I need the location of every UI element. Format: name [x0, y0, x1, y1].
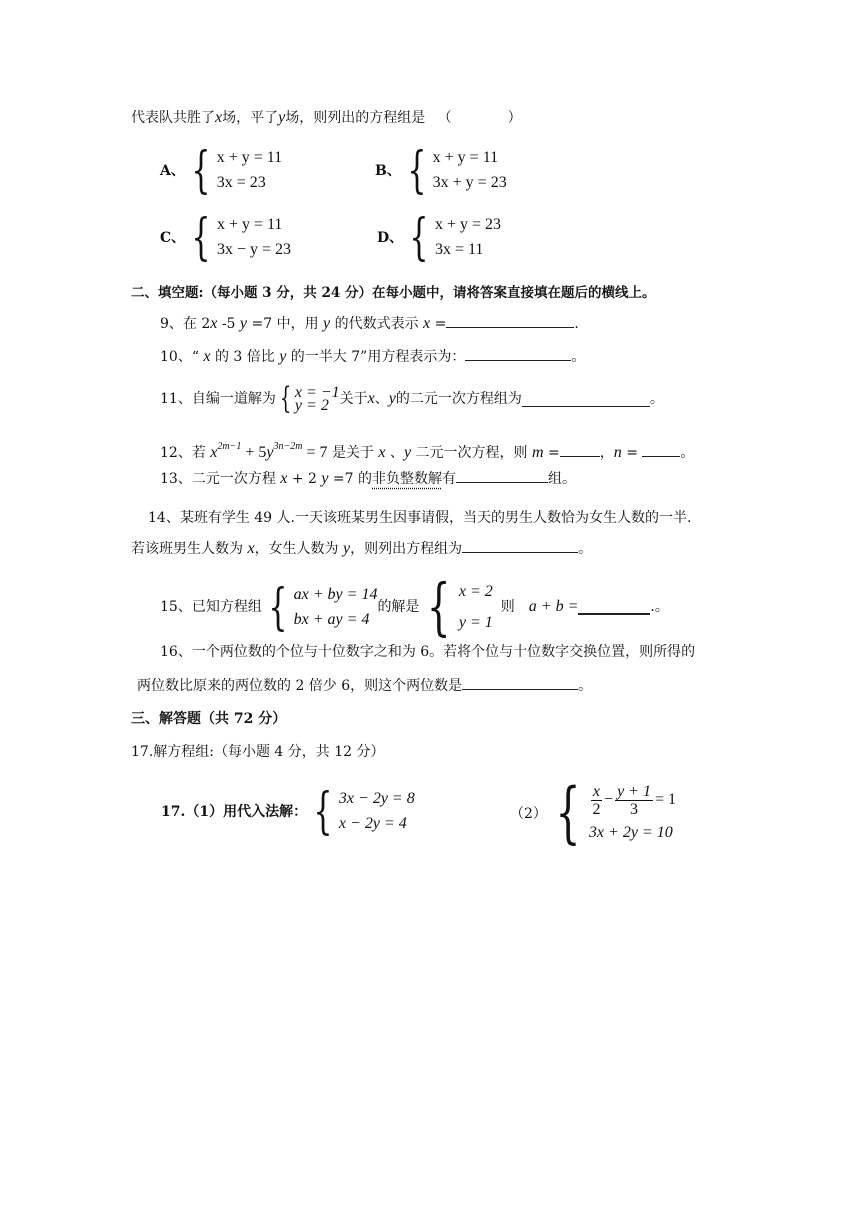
exponent: 2m−1	[217, 441, 242, 452]
q12-text: + 5	[241, 444, 267, 461]
equation-system	[185, 141, 283, 199]
brace-icon: {	[279, 381, 292, 416]
var-x: x	[215, 109, 223, 126]
q16-line1: 16、一个两位数的个位与十位数字之和为 6。若将个位与十位数字交换位置，则所得的	[160, 644, 696, 660]
equation: 3x = 23	[216, 174, 266, 191]
q10-text: 10、“	[160, 349, 204, 365]
equation: x = 2	[458, 583, 493, 600]
equation-system	[262, 578, 378, 636]
q10-text: 的一半大 7”用方程表示为：	[286, 349, 466, 365]
solution-system	[419, 570, 493, 643]
equation: x + y = 11	[216, 149, 283, 166]
var-x: x	[280, 470, 288, 487]
q16-text: 两位数比原来的两位数的 2 倍少 6，则这个两位数是	[137, 678, 463, 694]
var-y: y	[323, 315, 331, 332]
q11	[160, 381, 664, 416]
var-n: n	[613, 444, 622, 461]
equation-system	[547, 774, 676, 851]
q11-text: 。	[649, 391, 664, 407]
q12	[160, 437, 694, 463]
part-label: （2）	[510, 806, 547, 822]
q8-text: 场，平了	[222, 110, 279, 126]
q12-text: 12、若	[160, 445, 211, 461]
q11-text: 的二元一次方程组为	[395, 391, 522, 407]
answer-blank[interactable]	[462, 538, 578, 553]
brace-icon: {	[555, 774, 581, 851]
q15-text: .。	[650, 599, 669, 615]
equation: 3x + y = 23	[432, 174, 507, 191]
q14-text: 若该班男生人数为	[131, 541, 248, 557]
numerator: x	[592, 782, 601, 800]
expression: a + b =	[528, 598, 579, 615]
equation: bx + ay = 4	[293, 611, 370, 628]
q16-text: 。	[578, 678, 593, 694]
fraction	[591, 783, 602, 818]
var-y: y	[279, 348, 287, 365]
var-x: x	[210, 444, 218, 461]
equation-system	[401, 141, 507, 199]
q12-text: 、	[385, 445, 404, 461]
option-label: C、	[160, 230, 186, 246]
var-x: x	[367, 390, 375, 407]
q14-line1: 14、某班有学生 49 人.一天该班某男生因事请假，当天的男生人数恰为女生人数的一半.	[148, 510, 692, 526]
q17-title: 17.解方程组:（每小题 4 分，共 12 分）	[131, 744, 385, 760]
brace-icon: {	[313, 782, 333, 840]
var-x: x	[210, 315, 218, 332]
var-y: y	[321, 470, 329, 487]
brace-icon: {	[268, 578, 288, 636]
q17-part2	[510, 774, 676, 851]
q13-text: 组。	[548, 471, 577, 487]
answer-blank[interactable]	[446, 313, 574, 328]
q15	[160, 570, 669, 643]
option-a	[160, 141, 283, 199]
q15-text: 则	[500, 599, 515, 615]
rhs: = 1	[654, 791, 676, 808]
var-m: m	[532, 444, 544, 461]
q13-text: =7 的	[328, 471, 373, 487]
q10	[160, 346, 585, 367]
var-y: y	[343, 540, 351, 557]
q9-text: 9、在 2	[160, 316, 211, 332]
q12-text: ，	[599, 445, 614, 461]
var-y: y	[239, 315, 248, 332]
answer-blank[interactable]	[462, 675, 578, 690]
equation: 3x + 2y = 10	[588, 824, 673, 841]
brace-icon: {	[427, 570, 451, 643]
section-2-heading: 二、填空题:（每小题 3 分，共 24 分）在每小题中，请将答案直接填在题后的横线上。	[131, 285, 656, 301]
answer-blank-n[interactable]	[642, 442, 680, 457]
answer-blank[interactable]	[578, 599, 650, 615]
q12-text: 。	[680, 445, 695, 461]
section-3-heading: 三、解答题（共 72 分）	[131, 711, 287, 727]
var-y: y	[278, 109, 286, 126]
q14-text: ，则列出方程组为	[350, 541, 463, 557]
equation: x + y = 11	[432, 149, 499, 166]
q9-text: .	[574, 316, 579, 332]
q14-line2	[131, 538, 592, 559]
q9-text: =	[430, 316, 447, 332]
q9-text: -5	[217, 316, 240, 332]
equation-system	[185, 208, 292, 266]
q17-part1	[161, 782, 415, 840]
var-y: y	[388, 390, 396, 407]
minus-sign: −	[604, 791, 614, 808]
var-y: y	[403, 444, 412, 461]
equation: 3x − y = 23	[216, 241, 292, 258]
q13-text: 13、二元一次方程	[160, 471, 281, 487]
fraction-equation	[589, 780, 676, 820]
option-label: B、	[375, 163, 401, 179]
equation: ax + by = 14	[293, 586, 378, 603]
q11-text: 、	[374, 391, 389, 407]
var-x: x	[247, 540, 255, 557]
part-label: 17.（1）用代入法解：	[161, 804, 308, 820]
option-label: A、	[160, 163, 185, 179]
q10-text: 。	[571, 349, 586, 365]
brace-icon: {	[407, 141, 427, 199]
q12-text: =	[543, 445, 560, 461]
q11-text: 关于	[339, 391, 368, 407]
q12-text: 二元一次方程，则	[411, 445, 532, 461]
q10-text: 的 3 倍比	[210, 349, 280, 365]
answer-blank[interactable]	[522, 392, 650, 407]
q12-text: 是关于	[327, 445, 379, 461]
brace-icon: {	[191, 141, 211, 199]
q12-text: = 7	[302, 444, 328, 461]
equation: y = 1	[458, 614, 493, 631]
q9-text: 的代数式表示	[330, 316, 424, 332]
q11-text: 11、自编一道解为	[160, 391, 276, 407]
option-d	[377, 208, 501, 266]
equation: x + y = 11	[216, 216, 283, 233]
q8-text: 场，则列出的方程组是	[285, 110, 426, 126]
q9	[160, 313, 579, 334]
var-x: x	[378, 444, 386, 461]
q9-text: =7 中，用	[247, 316, 324, 332]
equation: y = 2	[294, 397, 329, 414]
q13	[160, 468, 576, 489]
equation: x + y = 23	[434, 216, 501, 233]
q13-text: + 2	[287, 471, 322, 487]
q15-text: 的解是	[377, 599, 420, 615]
denominator: 2	[592, 800, 601, 818]
exponent: 3n−2m	[273, 441, 303, 452]
option-c	[160, 208, 292, 266]
denominator: 3	[630, 800, 639, 818]
var-x: x	[203, 348, 211, 365]
q14-text: 。	[578, 541, 593, 557]
equation-system	[276, 381, 340, 416]
equation: x = −1	[294, 384, 340, 401]
q12-text: =	[621, 445, 643, 461]
q16-line2	[137, 675, 592, 696]
numerator: y + 1	[617, 782, 651, 800]
answer-paren: （ ）	[437, 110, 522, 126]
brace-icon: {	[191, 208, 211, 266]
option-b	[375, 141, 507, 199]
option-label: D、	[377, 230, 404, 246]
var-y: y	[266, 444, 274, 461]
brace-icon: {	[409, 208, 429, 266]
var-x: x	[423, 315, 431, 332]
answer-blank[interactable]	[456, 468, 548, 483]
equation: 3x − 2y = 8	[338, 790, 415, 807]
answer-blank-m[interactable]	[560, 442, 600, 457]
equation-system	[403, 208, 501, 266]
q8-stem	[131, 108, 522, 128]
q13-text: 有	[442, 471, 457, 487]
q14-text: ，女生人数为	[254, 541, 344, 557]
equation-system	[307, 782, 415, 840]
q8-text: 代表队共胜了	[131, 110, 215, 126]
q15-text: 15、已知方程组	[160, 599, 262, 615]
answer-blank[interactable]	[465, 346, 571, 361]
fraction	[615, 783, 653, 818]
equation: 3x = 11	[434, 241, 484, 258]
emphasis-text: 非负整数解	[372, 471, 443, 487]
equation: x − 2y = 4	[338, 815, 407, 832]
